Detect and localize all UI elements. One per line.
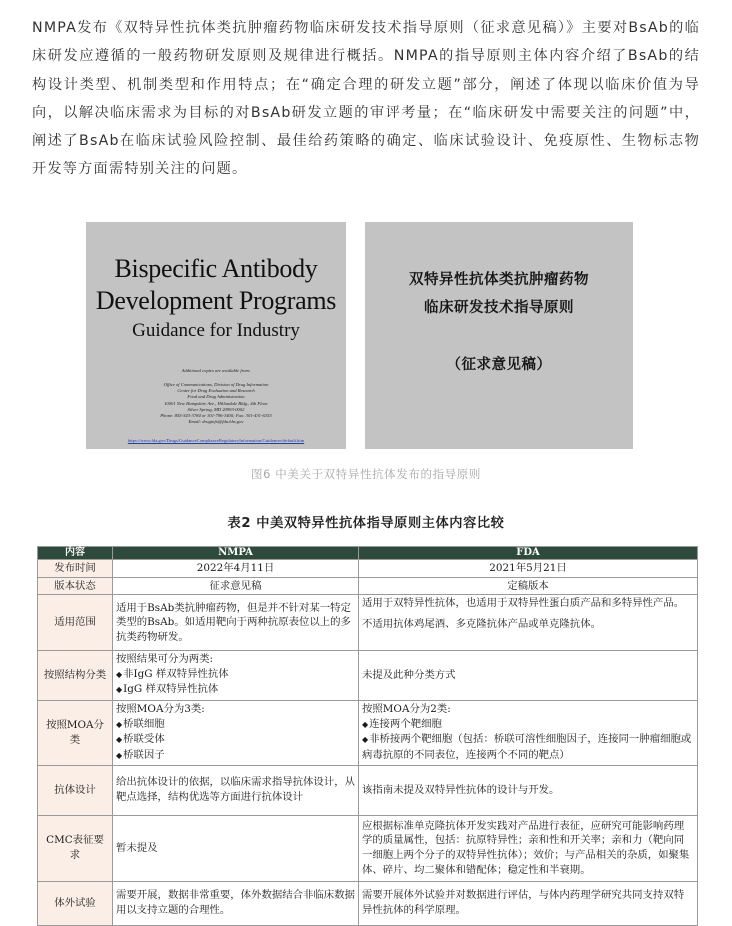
fda-moa-intro: 按照MOA分为2类: xyxy=(362,703,451,716)
row-label: 按照MOA分类 xyxy=(38,701,113,765)
list-item: ◆ 桥联受体 xyxy=(116,732,355,748)
table-row xyxy=(38,765,698,815)
list-item: ◆ 非桥接两个靶细胞（包括：桥联可溶性细胞因子，连接同一肿瘤细胞或病毒抗原的不同表位，连接两个不同的靶点） xyxy=(362,732,694,762)
fda-guidance-cover-image xyxy=(86,222,346,449)
fda-cell: 应根据标准单克隆抗体开发实践对产品进行表征，应研究可能影响药理学的质量属性，包括：抗原特异性；亲和性和开关率；亲和力（靶向同一细胞上两个分子的双特异性抗体）；效价；与产品相关的杂质，如聚集体、碎片、均二聚体和错配体；稳定性和半衰期。 xyxy=(359,815,698,881)
list-item: ◆ 桥联因子 xyxy=(116,748,355,764)
table-row xyxy=(38,881,698,925)
nmpa-cover-draft-note: （征求意见稿） xyxy=(446,356,552,373)
nmpa-cell: 2022年4月11日 xyxy=(113,560,359,578)
nmpa-cell: 暂未提及 xyxy=(113,815,359,881)
nmpa-structure-intro: 按照结果可分为两类: xyxy=(116,653,214,666)
fda-cover-title-line2: Development Programs xyxy=(95,286,337,315)
fda-cell: 该指南未提及双特异性抗体的设计与开发。 xyxy=(359,765,698,815)
row-label: 按照结构分类 xyxy=(38,651,113,701)
fda-cover-address: Office of Communications, Division of Drug Information Center for Drug Evaluation and Research Food and Drug Administration 10001 New Hampshire Ave., Hillandale Bldg., 4th Floor Silver Spring, MD 20993-0002 Phone: 855-543-3784 or 301-796-3400; Fax: 301-431-6353 Email: druginfo@fda.hhs.gov xyxy=(160,382,272,425)
nmpa-moa-intro: 按照MOA分为3类: xyxy=(116,703,205,716)
table-row xyxy=(38,651,698,701)
fda-cell: 2021年5月21日 xyxy=(359,560,698,578)
fda-cell: 定稿版本 xyxy=(359,577,698,595)
table-title: 表2 中美双特异性抗体指导原则主体内容比较 xyxy=(227,516,505,531)
list-item: ◆ IgG 样双特异性抗体 xyxy=(116,682,355,698)
table-row xyxy=(38,701,698,765)
table-row xyxy=(38,577,698,595)
header-fda: FDA xyxy=(359,547,698,560)
nmpa-cell: 适用于BsAb类抗肿瘤药物，但是并不针对某一特定类型的BsAb。如适用靶向于两种抗原表位以上的多抗类药物研发。 xyxy=(113,595,359,651)
table-row xyxy=(38,595,698,651)
fda-cell: 未提及此种分类方式 xyxy=(359,651,698,701)
list-item: ◆ 连接两个靶细胞 xyxy=(362,717,694,733)
header-nmpa: NMPA xyxy=(113,547,359,560)
row-label: CMC表征要求 xyxy=(38,815,113,881)
list-item: ◆ 桥联细胞 xyxy=(116,717,355,733)
row-label: 体外试验 xyxy=(38,881,113,925)
table-row xyxy=(38,815,698,881)
nmpa-cell xyxy=(113,651,359,701)
fda-cover-link[interactable]: https://www.fda.gov/Drugs/GuidanceComplianceRegulatoryInformation/Guidances/default.htm xyxy=(127,438,305,443)
table-row xyxy=(38,560,698,578)
comparison-table xyxy=(37,546,698,926)
row-label: 适用范围 xyxy=(38,595,113,651)
nmpa-cell xyxy=(113,701,359,765)
row-label: 版本状态 xyxy=(38,577,113,595)
fda-scope-applicable: 适用于双特异性抗体，也适用于双特异性蛋白质产品和多特异性产品。 xyxy=(362,597,685,610)
list-item: ◆ 非IgG 样双特异性抗体 xyxy=(116,667,355,683)
row-label: 抗体设计 xyxy=(38,765,113,815)
intro-paragraph: NMPA发布《双特异性抗体类抗肿瘤药物临床研发技术指导原则（征求意见稿）》主要对BsAb的临床研发应遵循的一般药物研发原则及规律进行概括。NMPA的指导原则主体内容介绍了BsAb的结构设计类型、机制类型和作用特点；在“确定合理的研发立题”部分，阐述了体现以临床价值为导向，以解决临床需求为目标的对BsAb研发立题的审评考量；在“临床研发中需要关注的问题”中，阐述了BsAb在临床试验风险控制、最佳给药策略的确定、临床试验设计、免疫原性、生物标志物开发等方面需特别关注的问题。 xyxy=(32,20,700,178)
fda-scope-not-applicable: 不适用抗体鸡尾酒、多克隆抗体产品或单克隆抗体。 xyxy=(362,617,601,630)
table-header-row xyxy=(38,547,698,560)
row-label: 发布时间 xyxy=(38,560,113,578)
nmpa-cell: 给出抗体设计的依据，以临床需求指导抗体设计，从靶点选择，结构优选等方面进行抗体设计 xyxy=(113,765,359,815)
fda-cell: 需要开展体外试验并对数据进行评估，与体内药理学研究共同支持双特异性抗体的科学原理。 xyxy=(359,881,698,925)
nmpa-guidance-cover-image xyxy=(365,222,633,449)
fda-cell xyxy=(359,701,698,765)
nmpa-cell: 需要开展，数据非常重要，体外数据结合非临床数据用以支持立题的合理性。 xyxy=(113,881,359,925)
nmpa-cover-title-line1: 双特异性抗体类抗肿瘤药物 xyxy=(409,271,589,288)
fda-cover-title-line1: Bispecific Antibody xyxy=(114,254,318,283)
header-content: 内容 xyxy=(38,547,113,560)
fda-cover-availability: Additional copies are available from: xyxy=(181,368,251,373)
nmpa-cell: 征求意见稿 xyxy=(113,577,359,595)
fda-cell xyxy=(359,595,698,651)
fda-cover-subtitle: Guidance for Industry xyxy=(132,320,300,341)
figure-caption: 图6 中美关于双特异性抗体发布的指导原则 xyxy=(251,467,481,481)
nmpa-cover-title-line2: 临床研发技术指导原则 xyxy=(424,299,574,316)
